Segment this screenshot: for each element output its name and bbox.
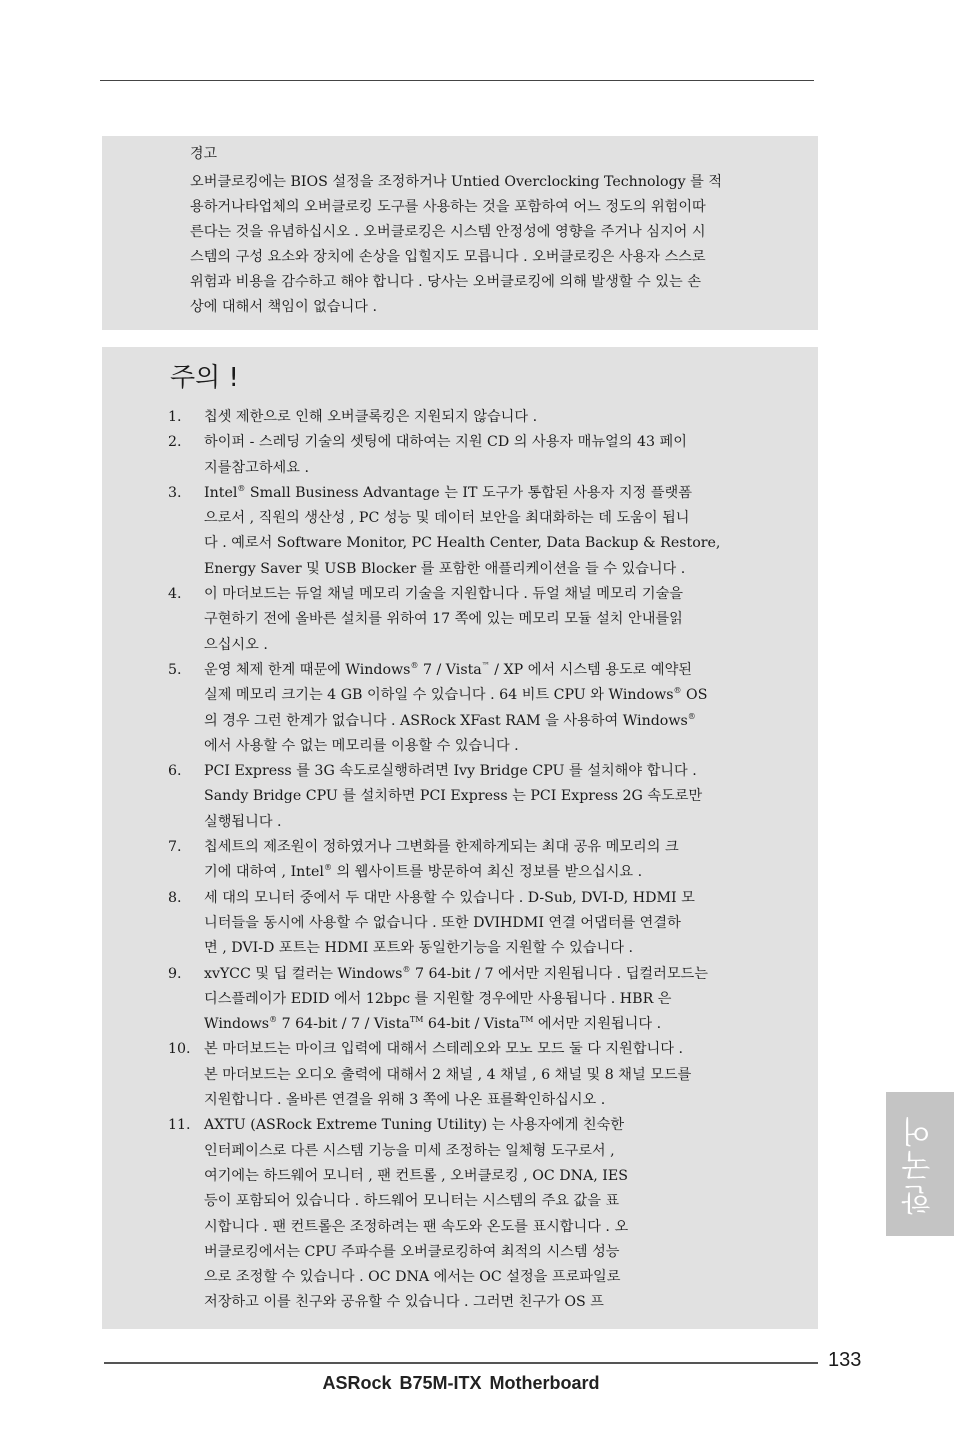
note-line: PCI Express 를 3G 속도로실행하려면 Ivy Bridge CPU 를 설치해야 합니다 .	[204, 763, 697, 780]
warning-line: 른다는 것을 유념하십시오 . 오버클로킹은 시스템 안정성에 영향을 주거나 심지어 시	[190, 224, 706, 240]
note-text: / XP 에서 시스템 용도로 예약된	[489, 661, 693, 678]
page-number: 133	[828, 1349, 862, 1371]
language-side-tab	[886, 1092, 954, 1236]
note-line: Energy Saver 및 USB Blocker 를 포함한 애플리케이션을 들 수 있습니다 .	[204, 560, 686, 577]
note-line: 인터페이스로 다른 시스템 기능을 미세 조정하는 일체형 도구로서 ,	[204, 1142, 615, 1159]
note-text: OS	[681, 687, 708, 704]
note-line	[204, 481, 808, 506]
note-number: 11.	[168, 1117, 191, 1134]
note-line: 버클로킹에서는 CPU 주파수를 오버클로킹하여 최적의 시스템 성능	[204, 1243, 620, 1260]
top-rule	[100, 80, 814, 81]
trademark-mark: ®	[687, 711, 696, 721]
note-line: 에서 사용할 수 없는 메모리를 이용할 수 있습니다 .	[204, 737, 519, 754]
note-number: 7.	[168, 839, 182, 856]
note-line: 본 마더보드는 오디오 출력에 대해서 2 채널 , 4 채널 , 6 채널 및 8 채널 모드를	[204, 1066, 692, 1083]
language-side-tab-label: 한국어	[902, 1113, 937, 1215]
note-line: 지를참고하세요 .	[204, 459, 309, 476]
note-line	[204, 962, 808, 987]
note-text: 7 / Vista	[418, 661, 482, 678]
note-line	[204, 683, 808, 708]
note-text: Windows	[204, 1016, 270, 1033]
note-text: 의 웹사이트를 방문하여 최신 정보를 받으십시요 .	[331, 864, 643, 881]
note-item	[168, 582, 808, 658]
note-number: 5.	[168, 661, 182, 678]
note-line	[204, 658, 808, 683]
trademark-mark: ®	[269, 1015, 278, 1025]
note-item	[168, 962, 808, 1038]
notes-list	[168, 405, 808, 1316]
warning-line: 위험과 비용을 감수하고 해야 합니다 . 당사는 오버클로킹에 의해 발생할 수 있는 손	[190, 274, 701, 290]
note-line: 세 대의 모니터 중에서 두 대만 사용할 수 있습니다 . D-Sub, DVI-D, HDMI 모	[204, 889, 695, 906]
note-number: 9.	[168, 965, 182, 982]
trademark-mark: ®	[673, 686, 682, 696]
warning-box	[102, 136, 818, 330]
note-line: 으로 조정할 수 있습니다 . OC DNA 에서는 OC 설정을 프로파일로	[204, 1269, 621, 1286]
note-text: 기에 대하여 , Intel	[204, 864, 324, 881]
note-line: 시합니다 . 팬 컨트롤은 조정하려는 팬 속도와 온도를 표시합니다 . 오	[204, 1218, 629, 1235]
warning-line: 스템의 구성 요소와 장치에 손상을 입힐지도 모릅니다 . 오버클로킹은 사용자 스스로	[190, 249, 706, 265]
footer-title: ASRock B75M-ITX Motherboard	[322, 1373, 600, 1393]
note-text: 64-bit / Vista	[423, 1016, 520, 1033]
note-line: 지원합니다 . 올바른 연결을 위해 3 쪽에 나온 표를확인하십시오 .	[204, 1092, 606, 1109]
note-line: 디스플레이가 EDID 에서 12bpc 를 지원할 경우에만 사용됩니다 . HBR 은	[204, 990, 672, 1007]
note-line: 본 마더보드는 마이크 입력에 대해서 스테레오와 모노 모드 둘 다 지원합니다 .	[204, 1041, 683, 1058]
note-number: 2.	[168, 434, 182, 451]
note-line	[204, 860, 808, 885]
trademark-mark: ®	[410, 660, 419, 670]
note-number: 1.	[168, 409, 182, 425]
note-line: 하이퍼 - 스레딩 기술의 셋팅에 대하여는 지원 CD 의 사용자 매뉴얼의 43 페이	[204, 434, 687, 451]
notes-box	[102, 347, 818, 1329]
note-item	[168, 405, 808, 430]
note-line: 저장하고 이를 친구와 공유할 수 있습니다 . 그러면 친구가 OS 프	[204, 1294, 604, 1311]
note-line: 다 . 예로서 Software Monitor, PC Health Center, Data Backup & Restore,	[204, 535, 721, 552]
trademark-mark: TM	[519, 1015, 534, 1025]
note-line: 여기에는 하드웨어 모니터 , 팬 컨트롤 , 오버클로킹 , OC DNA, IES	[204, 1167, 628, 1184]
note-text: 7 64-bit / 7 / Vista	[277, 1016, 410, 1033]
note-item	[168, 481, 808, 582]
note-line: 으로서 , 직원의 생산성 , PC 성능 및 데이터 보안을 최대화하는 데 도움이 됩니	[204, 510, 690, 527]
note-line: AXTU (ASRock Extreme Tuning Utility) 는 사용자에게 친숙한	[204, 1117, 625, 1134]
note-text: xvYCC 및 딥 컬러는 Windows	[204, 965, 403, 982]
notes-title: 주의 !	[170, 363, 239, 393]
note-line: 이 마더보드는 듀얼 채널 메모리 기술을 지원합니다 . 듀얼 채널 메모리 기술을	[204, 586, 683, 603]
warning-line: 상에 대해서 책임이 없습니다 .	[190, 299, 378, 315]
note-text: 운영 체제 한계 때문에 Windows	[204, 661, 411, 678]
note-line: 으십시오 .	[204, 636, 268, 653]
note-number: 8.	[168, 889, 182, 906]
note-text: 실제 메모리 크기는 4 GB 이하일 수 있습니다 . 64 비트 CPU 와 Windows	[204, 687, 674, 704]
note-line: 면 , DVI-D 포트는 HDMI 포트와 동일한기능을 지원할 수 있습니다 .	[204, 940, 633, 957]
warning-title: 경고	[190, 146, 218, 162]
note-number: 10.	[168, 1041, 191, 1058]
note-line: 칩셋 제한으로 인해 오버클록킹은 지원되지 않습니다 .	[204, 409, 538, 425]
note-text: Small Business Advantage 는 IT 도구가 통합된 사용자 지정 플랫폼	[245, 484, 692, 501]
note-line: Sandy Bridge CPU 를 설치하면 PCI Express 는 PCI Express 2G 속도로만	[204, 788, 703, 805]
warning-line: 용하거나타업체의 오버클로킹 도구를 사용하는 것을 포함하여 어느 정도의 위험이따	[190, 199, 706, 215]
note-item	[168, 658, 808, 759]
trademark-mark: ™	[481, 660, 490, 670]
trademark-mark: TM	[409, 1015, 424, 1025]
note-item	[168, 430, 808, 481]
note-line	[204, 709, 808, 734]
note-number: 3.	[168, 484, 182, 501]
note-text: 에서만 지원됩니다 .	[533, 1016, 662, 1033]
note-number: 6.	[168, 763, 182, 780]
note-line: 칩세트의 제조원이 정하였거나 그변화를 한제하게되는 최대 공유 메모리의 크	[204, 839, 679, 856]
note-line: 구현하기 전에 올바른 설치를 위하여 17 쪽에 있는 메모리 모듈 설치 안내를읽	[204, 611, 683, 628]
note-line: 실행됩니다 .	[204, 813, 282, 830]
note-item	[168, 1037, 808, 1113]
trademark-mark: ®	[402, 964, 411, 974]
trademark-mark: ®	[237, 483, 246, 493]
trademark-mark: ®	[323, 863, 332, 873]
note-text: 7 64-bit / 7 에서만 지원됩니다 . 딥컬러모드는	[410, 965, 708, 982]
note-item	[168, 835, 808, 886]
bottom-rule	[104, 1362, 818, 1364]
note-item	[168, 1113, 808, 1315]
warning-line: 오버클로킹에는 BIOS 설정을 조정하거나 Untied Overclocking Technology 를 적	[190, 174, 723, 190]
note-item	[168, 886, 808, 962]
note-number: 4.	[168, 586, 182, 603]
note-line: 등이 포함되어 있습니다 . 하드웨어 모니터는 시스템의 주요 값을 표	[204, 1193, 620, 1210]
note-item	[168, 759, 808, 835]
note-line: 니터들을 동시에 사용할 수 없습니다 . 또한 DVIHDMI 연결 어댑터를 연결하	[204, 914, 681, 931]
note-text: Intel	[204, 484, 238, 501]
warning-body	[190, 170, 816, 320]
note-line	[204, 1012, 808, 1037]
note-text: 의 경우 그런 한계가 없습니다 . ASRock XFast RAM 을 사용하여 Windows	[204, 712, 688, 729]
